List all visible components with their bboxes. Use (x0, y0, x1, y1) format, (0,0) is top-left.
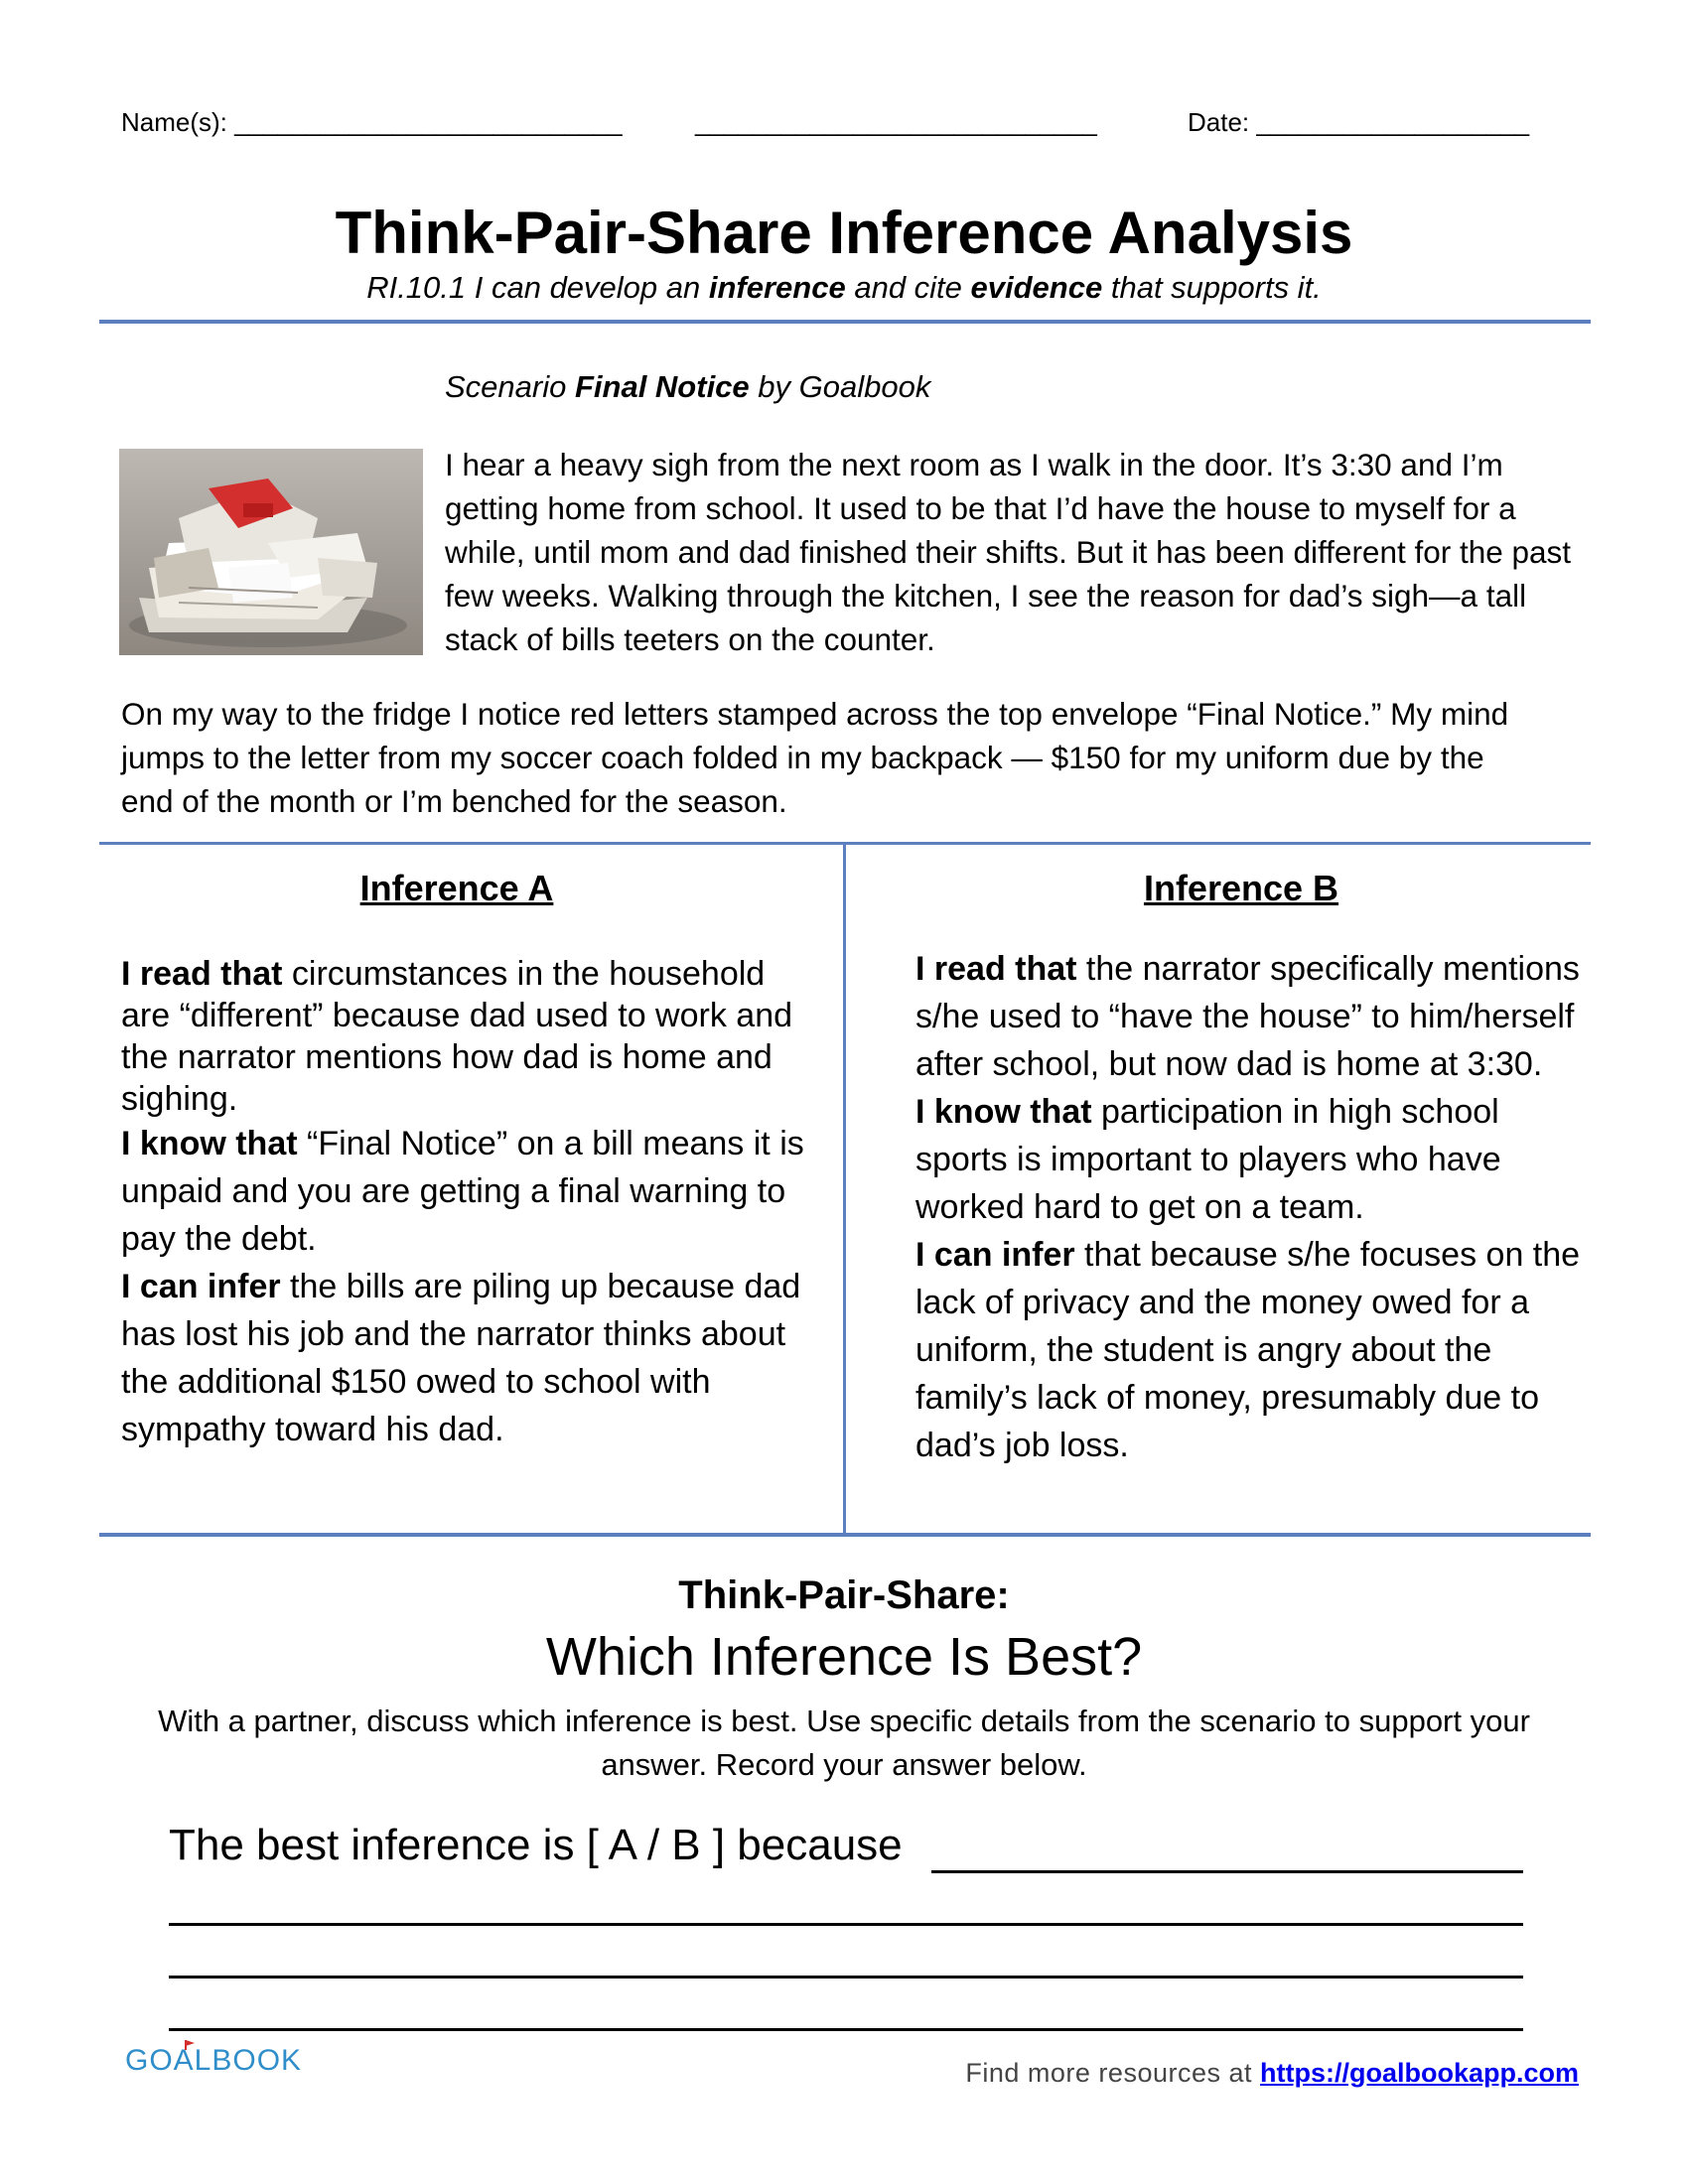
inference-b-heading: Inference B (1143, 868, 1339, 908)
inference-a-body (121, 953, 816, 1453)
footer-resources (943, 2058, 1579, 2089)
scenario-title (445, 369, 930, 405)
read-label: I read that (121, 955, 283, 993)
subtitle-word-inference: inference (708, 270, 846, 305)
inference-b-know (915, 1088, 1583, 1231)
page-subtitle (0, 270, 1688, 306)
scenario-paragraph-2: On my way to the fridge I notice red letters stamped across the top envelope “Final Notice.” My mind jumps to the letter from my soccer coach folded in my backpack — $150 for my uniform due by the end of the month or I’m benched for the season. (121, 696, 1509, 819)
inference-a-heading: Inference A (359, 868, 554, 908)
know-text: participation in high school sports is important to players who have worked hard to get on a team. (915, 1093, 1501, 1226)
footer-prefix: Find more resources at (965, 2058, 1260, 2088)
infer-label: I can infer (121, 1268, 281, 1305)
think-pair-share-instructions: With a partner, discuss which inference is best. Use specific details from the scenario to support your answer. Record your answer below. (158, 1704, 1530, 1782)
think-pair-share-question: Which Inference Is Best? (545, 1627, 1143, 1687)
read-text: the narrator specifically mentions s/he used to “have the house” to him/herself after school, but now dad is home at 3:30. (915, 950, 1580, 1083)
stack-of-bills-photo (119, 449, 423, 655)
infer-label: I can infer (915, 1236, 1075, 1274)
column-divider (843, 845, 846, 1534)
answer-line-1[interactable] (931, 1870, 1523, 1873)
name-date-fields (121, 107, 1571, 141)
read-text: circumstances in the household are “different” because dad used to work and the narrator mentions how dad is home and sighing. (121, 955, 793, 1118)
inference-b-body (915, 945, 1583, 1469)
scenario-prefix: Scenario (445, 369, 575, 404)
infer-text: the bills are piling up because dad has lost his job and the narrator thinks about the additional $150 owed to school with sympathy toward his dad. (121, 1268, 801, 1448)
page-title: Think-Pair-Share Inference Analysis (335, 200, 1353, 266)
read-label: I read that (915, 950, 1077, 988)
answer-line-3[interactable] (169, 1976, 1523, 1979)
divider-top (99, 320, 1591, 324)
subtitle-middle: and cite (845, 270, 971, 305)
answer-line-2[interactable] (169, 1923, 1523, 1926)
scenario-name: Final Notice (574, 369, 750, 404)
answer-prompt: The best inference is [ A / B ] because (169, 1821, 903, 1869)
infer-text: that because s/he focuses on the lack of privacy and the money owed for a uniform, the student is angry about the family’s lack of money, presumably due to dad’s job loss. (915, 1236, 1581, 1464)
names-field-2[interactable]: ____________________________ (695, 107, 1097, 137)
subtitle-prefix: RI.10.1 I can develop an (366, 270, 709, 305)
subtitle-word-evidence: evidence (970, 270, 1103, 305)
inference-a-know (121, 1120, 816, 1263)
subtitle-suffix: that supports it. (1102, 270, 1322, 305)
answer-line-4[interactable] (169, 2028, 1523, 2031)
know-label: I know that (121, 1125, 298, 1162)
divider-bottom (99, 1533, 1591, 1537)
logo-text: GOALBOOK (125, 2044, 303, 2076)
inference-b-infer (915, 1231, 1583, 1469)
goalbook-logo (125, 2040, 304, 2076)
names-field[interactable]: Name(s): ___________________________ (121, 107, 623, 137)
scenario-suffix: by Goalbook (749, 369, 931, 404)
inference-a-read (121, 953, 816, 1120)
scenario-paragraph-1: I hear a heavy sigh from the next room as I walk in the door. It’s 3:30 and I’m getting home from school. It used to be that I’d have the house to myself for a while, until mom and dad finished their shifts. But it has been different for the past few weeks. Walking through the kitchen, I see the reason for dad’s sigh—a tall stack of bills teeters on the counter. (445, 447, 1572, 657)
date-field[interactable]: Date: ___________________ (1188, 107, 1530, 137)
know-label: I know that (915, 1093, 1092, 1131)
think-pair-share-heading: Think-Pair-Share: (678, 1573, 1010, 1617)
goalbook-link[interactable]: https://goalbookapp.com (1260, 2058, 1579, 2088)
inference-b-read (915, 945, 1583, 1088)
know-text: “Final Notice” on a bill means it is unpaid and you are getting a final warning to pay the debt. (121, 1125, 804, 1258)
inference-a-infer (121, 1263, 816, 1453)
